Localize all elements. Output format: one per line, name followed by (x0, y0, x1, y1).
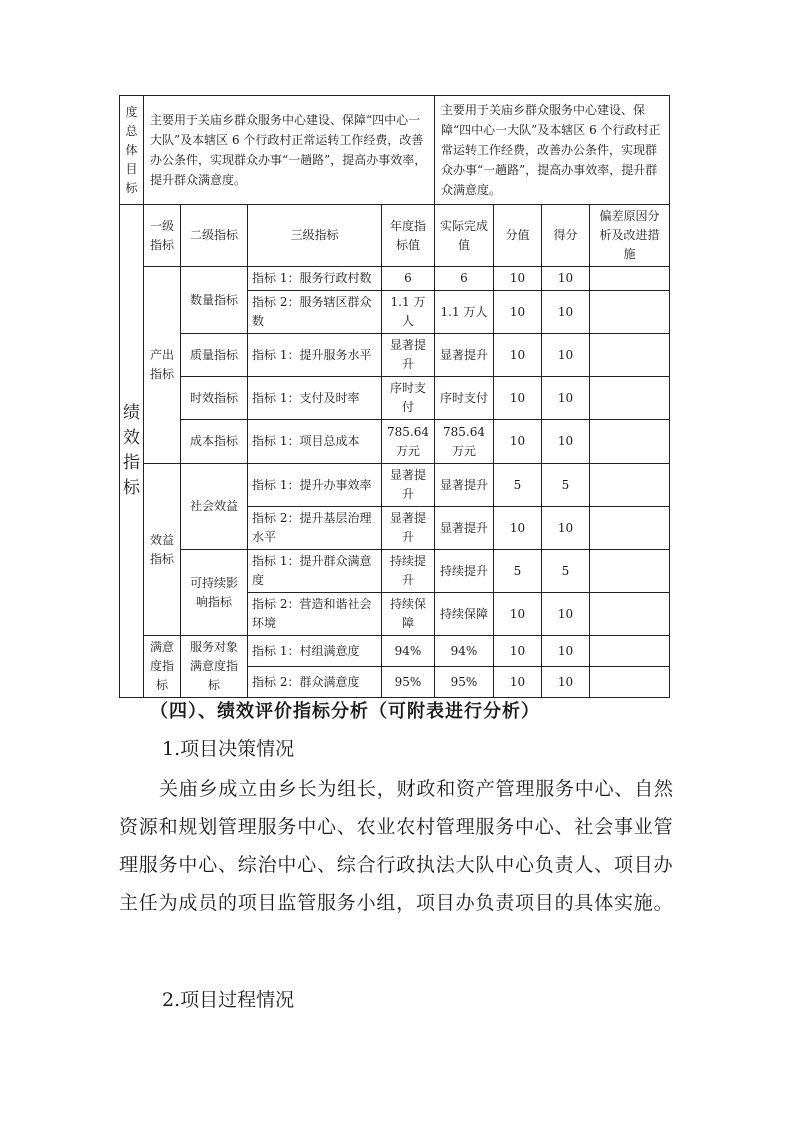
perf-label: 绩 效 指 标 (123, 403, 140, 498)
performance-table (119, 95, 670, 698)
level3-cell: 指标 1：提升服务水平 (248, 334, 382, 377)
table-row (120, 420, 670, 464)
value-cell: 10 (494, 267, 542, 291)
level2-cell: 社会效益 (181, 464, 248, 550)
header-score-value: 分值 (494, 205, 542, 267)
actual-cell: 显著提升 (435, 464, 494, 507)
header-level2: 二级指标 (181, 205, 248, 267)
level3-cell: 指标 1：村组满意度 (248, 636, 382, 667)
header-deviation: 偏差原因分析及改进措施 (590, 205, 670, 267)
section-heading: （四）、绩效评价指标分析（可附表进行分析） (150, 701, 540, 722)
value-cell: 10 (494, 507, 542, 550)
target-cell: 785.64 万元 (382, 420, 435, 464)
actual-cell: 持续保障 (435, 593, 494, 636)
header-level3: 三级指标 (248, 205, 382, 267)
level3-cell: 指标 1：提升办事效率 (248, 464, 382, 507)
goal-label-cell (120, 96, 144, 205)
value-cell: 10 (494, 334, 542, 377)
goal-actual: 主要用于关庙乡群众服务中心建设、保障“四中心一大队”及本辖区 6 个行政村正常运转工作经费，改善办公条件，实现群众办事“一趟路”，提高办事效率，提升群众满意度。 (435, 96, 670, 205)
level3-cell: 指标 2：群众满意度 (248, 667, 382, 698)
table-row (120, 334, 670, 377)
actual-cell: 持续提升 (435, 550, 494, 593)
level2-cell: 成本指标 (181, 420, 248, 464)
value-cell: 10 (494, 377, 542, 420)
score-cell: 10 (542, 420, 590, 464)
level3-cell: 指标 2：营造和谐社会环境 (248, 593, 382, 636)
target-cell: 序时支付 (382, 377, 435, 420)
table-row (120, 636, 670, 667)
level2-cell: 服务对象满意度指标 (181, 636, 248, 698)
score-cell: 10 (542, 267, 590, 291)
score-cell: 10 (542, 334, 590, 377)
score-cell: 10 (542, 667, 590, 698)
paragraph-decision: 关庙乡成立由乡长为组长，财政和资产管理服务中心、自然资源和规划管理服务中心、农业农村管理服务中心、社会事业管理服务中心、综治中心、综合行政执法大队中心负责人、项目办主任为成员的项目监管服务小组，项目办负责项目的具体实施。 (119, 778, 674, 914)
level2-cell: 质量指标 (181, 334, 248, 377)
level3-cell: 指标 1：提升群众满意度 (248, 550, 382, 593)
target-cell: 持续保障 (382, 593, 435, 636)
actual-cell: 785.64 万元 (435, 420, 494, 464)
goal-label: 度 总 体 目 标 (125, 104, 138, 195)
score-cell: 10 (542, 636, 590, 667)
header-level1: 一级指标 (144, 205, 181, 267)
goal-planned: 主要用于关庙乡群众服务中心建设、保障“四中心一大队”及本辖区 6 个行政村正常运转工作经费，改善办公条件，实现群众办事“一趟路”，提高办事效率，提升群众满意度。 (144, 96, 435, 205)
dev-cell (590, 464, 670, 507)
target-cell: 6 (382, 267, 435, 291)
perf-label-cell (120, 205, 144, 698)
value-cell: 10 (494, 593, 542, 636)
target-cell: 95% (382, 667, 435, 698)
actual-cell: 显著提升 (435, 507, 494, 550)
level3-cell: 指标 1：支付及时率 (248, 377, 382, 420)
score-cell: 5 (542, 464, 590, 507)
score-cell: 10 (542, 507, 590, 550)
header-target: 年度指标值 (382, 205, 435, 267)
value-cell: 10 (494, 636, 542, 667)
dev-cell (590, 593, 670, 636)
actual-cell: 6 (435, 267, 494, 291)
level3-cell: 指标 2：提升基层治理水平 (248, 507, 382, 550)
level3-cell: 指标 1：项目总成本 (248, 420, 382, 464)
level2-cell: 可持续影响指标 (181, 550, 248, 636)
actual-cell: 95% (435, 667, 494, 698)
table-row (120, 464, 670, 507)
dev-cell (590, 377, 670, 420)
group-satisfaction: 满意度指标 (144, 636, 181, 698)
level3-cell: 指标 1：服务行政村数 (248, 267, 382, 291)
table-row (120, 377, 670, 420)
target-cell: 94% (382, 636, 435, 667)
value-cell: 5 (494, 550, 542, 593)
header-actual: 实际完成值 (435, 205, 494, 267)
subheading-process: 2.项目过程情况 (162, 989, 295, 1011)
level2-cell: 数量指标 (181, 267, 248, 334)
table-row (120, 550, 670, 593)
actual-cell: 序时支付 (435, 377, 494, 420)
table-row (120, 267, 670, 291)
subheading-decision: 1.项目决策情况 (162, 738, 295, 760)
actual-cell: 显著提升 (435, 334, 494, 377)
dev-cell (590, 291, 670, 334)
value-cell: 10 (494, 667, 542, 698)
target-cell: 显著提升 (382, 507, 435, 550)
score-cell: 5 (542, 550, 590, 593)
score-cell: 10 (542, 291, 590, 334)
actual-cell: 94% (435, 636, 494, 667)
group-benefit: 效益指标 (144, 464, 181, 636)
level3-cell: 指标 2：服务辖区群众数 (248, 291, 382, 334)
target-cell: 显著提升 (382, 464, 435, 507)
target-cell: 1.1 万人 (382, 291, 435, 334)
target-cell: 显著提升 (382, 334, 435, 377)
dev-cell (590, 636, 670, 667)
score-cell: 10 (542, 593, 590, 636)
score-cell: 10 (542, 377, 590, 420)
value-cell: 10 (494, 420, 542, 464)
dev-cell (590, 550, 670, 593)
dev-cell (590, 267, 670, 291)
target-cell: 持续提升 (382, 550, 435, 593)
header-score: 得分 (542, 205, 590, 267)
dev-cell (590, 507, 670, 550)
dev-cell (590, 420, 670, 464)
dev-cell (590, 667, 670, 698)
value-cell: 5 (494, 464, 542, 507)
actual-cell: 1.1 万人 (435, 291, 494, 334)
level2-cell: 时效指标 (181, 377, 248, 420)
dev-cell (590, 334, 670, 377)
value-cell: 10 (494, 291, 542, 334)
group-output: 产出指标 (144, 267, 181, 464)
